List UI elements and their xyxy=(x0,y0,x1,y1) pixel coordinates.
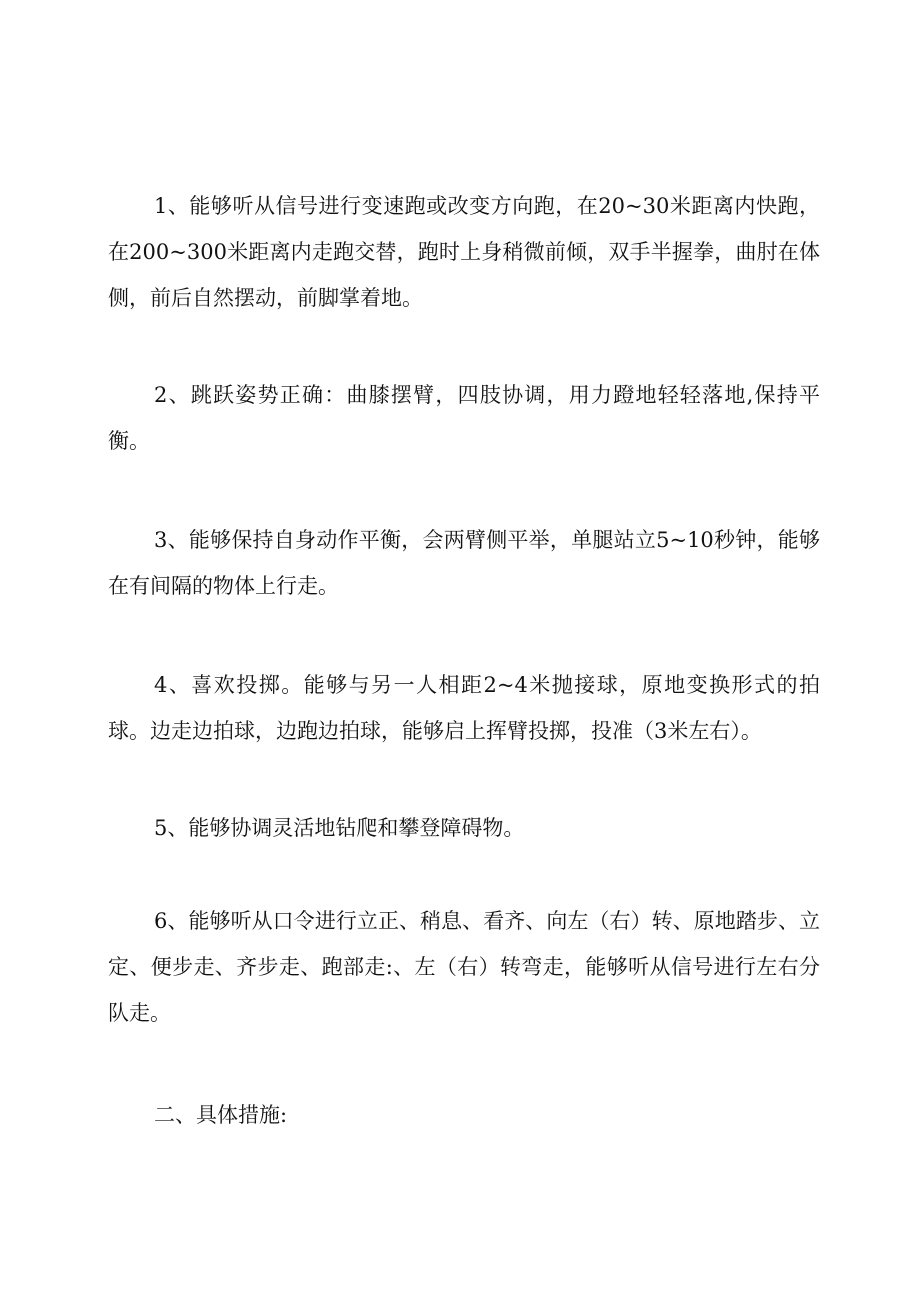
paragraph-throwing: 4、喜欢投掷。能够与另一人相距2~4米抛接球，原地变换形式的拍球。边走边拍球，边跑边拍球，能够启上挥臂投掷，投准（3米左右）。 xyxy=(108,673,820,743)
paragraph-climbing: 5、能够协调灵活地钻爬和攀登障碍物。 xyxy=(154,816,525,840)
section-heading-measures: 二、具体措施: xyxy=(154,1103,288,1127)
paragraph-balance: 3、能够保持自身动作平衡，会两臂侧平举，单腿站立5~10秒钟，能够在有间隔的物体上行走。 xyxy=(108,528,820,598)
paragraph-running: 1、能够听从信号进行变速跑或改变方向跑，在20~30米距离内快跑，在200~300米距离内走跑交替，跑时上身稍微前倾，双手半握拳，曲肘在体侧，前后自然摆动，前脚掌着地。 xyxy=(108,194,820,310)
paragraph-commands: 6、能够听从口令进行立正、稍息、看齐、向左（右）转、原地踏步、立定、便步走、齐步走、跑部走:、左（右）转弯走，能够听从信号进行左右分队走。 xyxy=(108,909,820,1025)
paragraph-jumping: 2、跳跃姿势正确：曲膝摆臂，四肢协调，用力蹬地轻轻落地,保持平衡。 xyxy=(108,383,820,453)
